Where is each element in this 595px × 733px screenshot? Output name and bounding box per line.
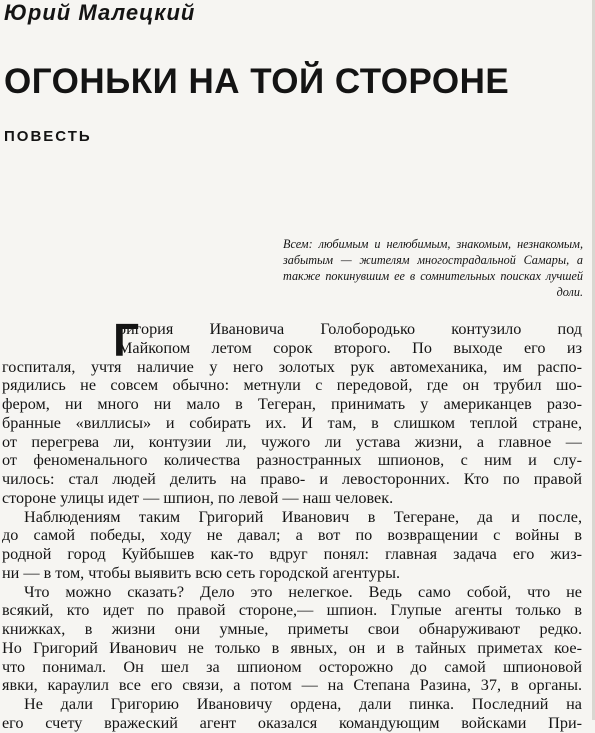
text-line: что понимал. Он шел за шпионом осторожно до самой шпионовой xyxy=(2,657,582,676)
story-title: ОГОНЬКИ НА ТОЙ СТОРОНЕ xyxy=(4,62,510,101)
text-line: до самой победы, ходу не давал; а вот по возвращении с войны в xyxy=(2,526,582,545)
text-line: Майкопом летом сорок второго. По выходе его из xyxy=(118,338,582,357)
text-line: ни — в том, чтобы выявить всю сеть городской агентуры. xyxy=(2,563,400,582)
genre-label: ПОВЕСТЬ xyxy=(4,128,92,145)
text-line: от перегрева ли, контузии ли, чужого ли устава жизни, а главное — xyxy=(2,432,582,451)
text-line: явки, караулил все его связи, а потом — на Степана Разина, 37, в органы. xyxy=(2,676,582,695)
text-line: родной город Куйбышев как-то вдруг понял: главная задача его жиз- xyxy=(2,545,582,563)
text-line: ригория Ивановича Голобородько контузило под xyxy=(118,320,582,338)
text-line: рядились не совсем обычно: метнули с передовой, где он трубил шо- xyxy=(2,376,582,395)
text-line: бранные «виллисы» и собирать их. И там, в слишком теплой стране, xyxy=(2,413,582,432)
text-line: стороне улицы идет — шпион, по левой — наш человек. xyxy=(2,488,394,507)
text-line: от феноменального количества разностранных шпионов, с ним и слу- xyxy=(2,451,582,470)
text-line: Наблюдениям таким Григорий Иванович в Тегеране, да и после, xyxy=(24,507,582,526)
author-name: Юрий Малецкий xyxy=(4,0,196,25)
text-line: госпиталя, учтя наличие у него золотых рук автомеханика, им распо- xyxy=(2,357,582,376)
text-line: Что можно сказать? Дело это нелегкое. Ведь само собой, что не xyxy=(24,582,582,601)
text-line: фером, ни много ни мало в Тегеран, принимать у американцев разо- xyxy=(2,395,582,413)
epigraph: Всем: любимым и нелюбимым, знакомым, незнакомым, забытым — жителям многострадальной Самары, а также покинувшим ее в сомнительных поисках лучшей доли. xyxy=(283,237,583,299)
body-text xyxy=(2,314,582,733)
text-line: книжках, в жизни они умные, приметы свои обнаруживают редко. xyxy=(2,620,582,638)
text-line: всякий, кто идет по правой стороне,— шпион. Глупые агенты только в xyxy=(2,601,582,620)
drop-cap: Г xyxy=(113,314,140,366)
text-line: Не дали Григорию Ивановичу ордена, дали пинка. Последний на xyxy=(24,695,582,713)
text-line: Но Григорий Иванович не только в явных, он и в тайных приметах кое- xyxy=(2,638,582,657)
text-line: чилось: стал людей делить на право- и левосторонних. Кто по правой xyxy=(2,470,582,488)
text-line: его счету вражеский агент оказался командующим войсками При- xyxy=(2,713,582,732)
